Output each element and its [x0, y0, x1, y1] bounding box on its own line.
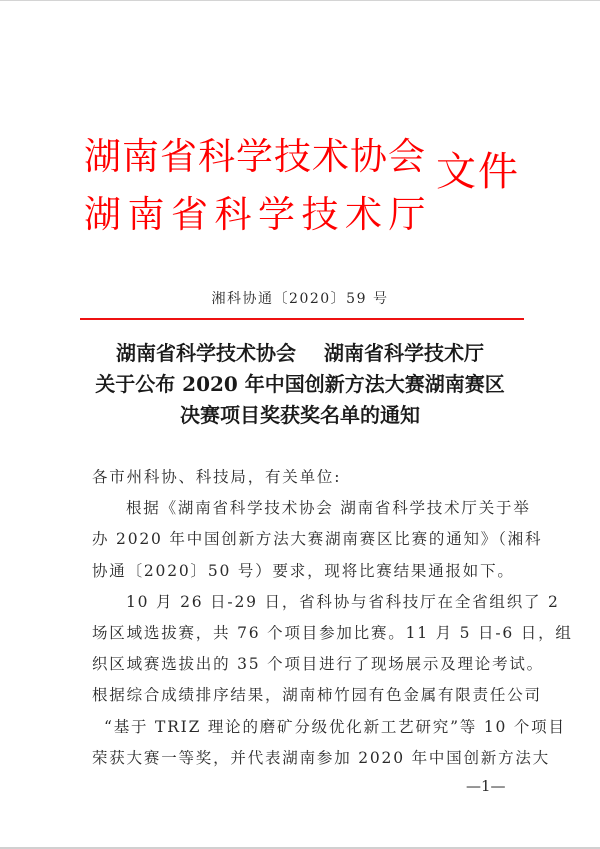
- document-number: 湘科协通〔2020〕59 号: [211, 291, 389, 307]
- salutation: 各市州科协、科技局，有关单位:: [92, 468, 342, 486]
- body-line: 织区域赛选拔出的 35 个项目进行了现场展示及理论考试。: [92, 655, 544, 674]
- body-line: 荣获大赛一等奖，并代表湖南参加 2020 年中国创新方法大: [92, 748, 551, 767]
- letterhead-org-line-1: 湖南省科学技术协会: [84, 135, 426, 178]
- page-top-edge: [0, 0, 600, 1]
- body-line: 10 月 26 日-29 日，省科协与省科技厅在全省组织了 2: [126, 592, 560, 611]
- document-body: [92, 462, 573, 774]
- body-line: “基于 TRIZ 理论的磨矿分级优化新工艺研究”等 10 个项目: [104, 717, 566, 736]
- document-title: [0, 338, 600, 431]
- body-line: 协通〔2020〕50 号）要求，现将比赛结果通报如下。: [92, 561, 515, 580]
- red-separator-rule: [80, 318, 524, 320]
- body-line: 根据《湖南省科学技术协会 湖南省科学技术厅关于举: [126, 499, 531, 518]
- title-issuer-1: 湖南省科学技术协会: [116, 341, 296, 365]
- title-issuer-2: 湖南省科学技术厅: [324, 341, 484, 365]
- title-line-3: 决赛项目奖获奖名单的通知: [180, 403, 420, 427]
- letterhead-org-line-2: 湖南省科学技术厅: [84, 193, 432, 236]
- body-line: 根据综合成绩排序结果，湖南柿竹园有色金属有限责任公司: [92, 686, 542, 705]
- letterhead-suffix: 文件: [436, 149, 520, 195]
- body-line: 场区域选拔赛，共 76 个项目参加比赛。11 月 5 日-6 日，组: [92, 623, 573, 642]
- title-line-2: 关于公布 2020 年中国创新方法大赛湖南赛区: [95, 372, 505, 396]
- page-number: —1—: [466, 777, 506, 795]
- title-line-1: [0, 338, 600, 369]
- body-line: 办 2020 年中国创新方法大赛湖南赛区比赛的通知》（湘科: [92, 530, 543, 549]
